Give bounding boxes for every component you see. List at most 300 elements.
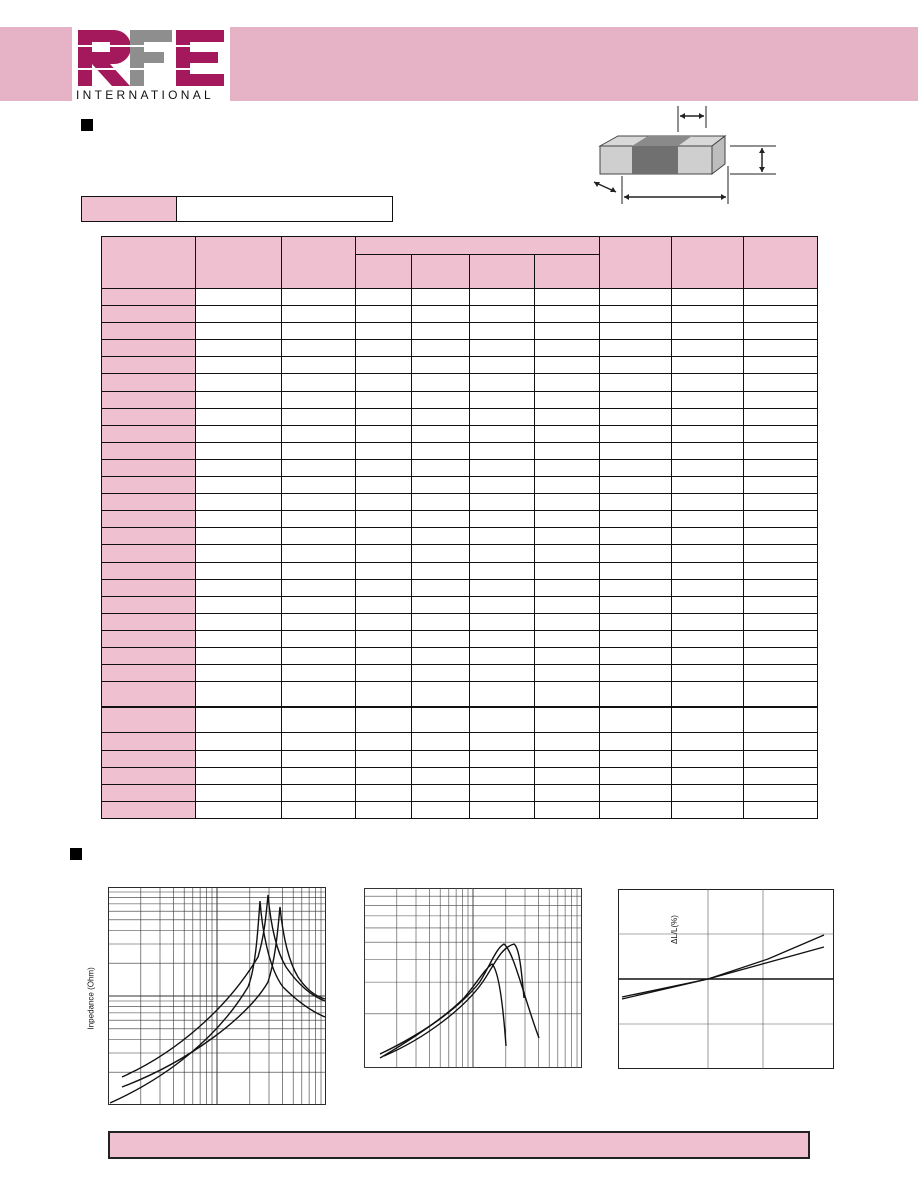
table-cell bbox=[470, 494, 535, 511]
table-cell bbox=[470, 665, 535, 682]
table-cell bbox=[196, 357, 282, 374]
header-dcr bbox=[672, 237, 744, 289]
table-cell bbox=[356, 289, 412, 306]
table-cell bbox=[672, 357, 744, 374]
table-cell bbox=[356, 545, 412, 562]
table-cell bbox=[412, 511, 470, 528]
table-cell bbox=[412, 374, 470, 391]
table-cell bbox=[282, 511, 356, 528]
table-row bbox=[102, 340, 818, 357]
table-cell bbox=[356, 459, 412, 476]
table-cell bbox=[470, 459, 535, 476]
table-cell bbox=[356, 682, 412, 708]
table-cell bbox=[535, 289, 600, 306]
table-cell bbox=[600, 707, 672, 733]
table-cell bbox=[535, 682, 600, 708]
table-cell bbox=[356, 442, 412, 459]
table-cell bbox=[672, 707, 744, 733]
part-number-cell bbox=[102, 528, 196, 545]
table-cell bbox=[535, 784, 600, 801]
table-cell bbox=[412, 477, 470, 494]
temperature-graph bbox=[618, 889, 834, 1069]
table-cell bbox=[470, 442, 535, 459]
table-cell bbox=[282, 340, 356, 357]
table-cell bbox=[600, 425, 672, 442]
table-cell bbox=[600, 665, 672, 682]
header-sub-1 bbox=[356, 255, 412, 289]
part-number-cell bbox=[102, 707, 196, 733]
part-number-cell bbox=[102, 494, 196, 511]
table-cell bbox=[470, 323, 535, 340]
part-number-cell bbox=[102, 562, 196, 579]
table-cell bbox=[282, 630, 356, 647]
table-cell bbox=[672, 545, 744, 562]
table-cell bbox=[412, 494, 470, 511]
table-cell bbox=[672, 442, 744, 459]
table-cell bbox=[412, 425, 470, 442]
table-row bbox=[102, 459, 818, 476]
table-cell bbox=[412, 579, 470, 596]
table-cell bbox=[282, 425, 356, 442]
table-cell bbox=[600, 391, 672, 408]
table-cell bbox=[535, 613, 600, 630]
footer-bar bbox=[108, 1131, 810, 1159]
table-cell bbox=[412, 528, 470, 545]
table-cell bbox=[356, 767, 412, 784]
table-cell bbox=[744, 511, 818, 528]
table-cell bbox=[196, 511, 282, 528]
table-cell bbox=[196, 707, 282, 733]
part-number-cell bbox=[102, 596, 196, 613]
table-cell bbox=[535, 425, 600, 442]
table-cell bbox=[600, 340, 672, 357]
table-row bbox=[102, 374, 818, 391]
table-cell bbox=[196, 425, 282, 442]
table-cell bbox=[196, 391, 282, 408]
table-cell bbox=[356, 340, 412, 357]
table-cell bbox=[412, 442, 470, 459]
table-cell bbox=[672, 511, 744, 528]
table-cell bbox=[470, 289, 535, 306]
part-number-cell bbox=[102, 374, 196, 391]
part-number-cell bbox=[102, 647, 196, 664]
table-cell bbox=[744, 801, 818, 818]
table-cell bbox=[600, 613, 672, 630]
table-cell bbox=[744, 767, 818, 784]
table-cell bbox=[600, 647, 672, 664]
table-cell bbox=[196, 750, 282, 767]
header-q-group bbox=[356, 237, 600, 255]
table-cell bbox=[282, 289, 356, 306]
table-cell bbox=[744, 340, 818, 357]
table-cell bbox=[672, 425, 744, 442]
table-cell bbox=[600, 579, 672, 596]
table-cell bbox=[535, 323, 600, 340]
table-cell bbox=[535, 374, 600, 391]
table-cell bbox=[744, 357, 818, 374]
table-cell bbox=[196, 459, 282, 476]
table-cell bbox=[744, 665, 818, 682]
table-cell bbox=[672, 596, 744, 613]
part-number-cell bbox=[102, 630, 196, 647]
header-sub-2 bbox=[412, 255, 470, 289]
table-cell bbox=[196, 682, 282, 708]
part-number-cell bbox=[102, 289, 196, 306]
table-cell bbox=[412, 682, 470, 708]
table-cell bbox=[356, 408, 412, 425]
part-number-cell bbox=[102, 391, 196, 408]
table-cell bbox=[470, 408, 535, 425]
table-row bbox=[102, 494, 818, 511]
part-number-cell bbox=[102, 801, 196, 818]
table-cell bbox=[412, 340, 470, 357]
table-cell bbox=[356, 323, 412, 340]
table-cell bbox=[672, 630, 744, 647]
table-cell bbox=[356, 391, 412, 408]
table-cell bbox=[356, 596, 412, 613]
table-cell bbox=[412, 306, 470, 323]
table-cell bbox=[672, 562, 744, 579]
table-cell bbox=[600, 477, 672, 494]
table-cell bbox=[672, 306, 744, 323]
table-cell bbox=[196, 665, 282, 682]
table-cell bbox=[282, 374, 356, 391]
table-row bbox=[102, 289, 818, 306]
table-cell bbox=[356, 357, 412, 374]
table-cell bbox=[535, 477, 600, 494]
logo-letters bbox=[76, 28, 228, 88]
table-cell bbox=[600, 459, 672, 476]
part-number-cell bbox=[102, 511, 196, 528]
part-number-cell bbox=[102, 408, 196, 425]
section-bullet bbox=[81, 119, 93, 131]
table-cell bbox=[470, 357, 535, 374]
table-cell bbox=[470, 801, 535, 818]
table-cell bbox=[196, 596, 282, 613]
table-cell bbox=[470, 528, 535, 545]
table-cell bbox=[470, 579, 535, 596]
table-row bbox=[102, 801, 818, 818]
table-cell bbox=[744, 630, 818, 647]
table-cell bbox=[535, 767, 600, 784]
table-cell bbox=[356, 511, 412, 528]
table-cell bbox=[412, 647, 470, 664]
table-cell bbox=[744, 528, 818, 545]
part-number-cell bbox=[102, 459, 196, 476]
table-cell bbox=[600, 562, 672, 579]
table-row bbox=[102, 357, 818, 374]
table-cell bbox=[600, 408, 672, 425]
table-cell bbox=[196, 374, 282, 391]
table-cell bbox=[356, 665, 412, 682]
table-cell bbox=[744, 545, 818, 562]
table-cell bbox=[282, 665, 356, 682]
table-cell bbox=[282, 306, 356, 323]
part-number-cell bbox=[102, 665, 196, 682]
table-cell bbox=[672, 682, 744, 708]
table-cell bbox=[356, 374, 412, 391]
table-cell bbox=[470, 784, 535, 801]
table-cell bbox=[744, 442, 818, 459]
part-number-cell bbox=[102, 613, 196, 630]
table-cell bbox=[412, 545, 470, 562]
table-cell bbox=[196, 733, 282, 750]
table-cell bbox=[672, 750, 744, 767]
table-cell bbox=[470, 733, 535, 750]
table-cell bbox=[412, 357, 470, 374]
table-cell bbox=[412, 707, 470, 733]
table-cell bbox=[535, 707, 600, 733]
part-number-cell bbox=[102, 340, 196, 357]
table-cell bbox=[672, 459, 744, 476]
header-tolerance bbox=[282, 237, 356, 289]
table-cell bbox=[600, 494, 672, 511]
table-row bbox=[102, 682, 818, 708]
header-srf bbox=[600, 237, 672, 289]
header-part-number bbox=[102, 237, 196, 289]
table-cell bbox=[412, 613, 470, 630]
table-cell bbox=[470, 545, 535, 562]
table-cell bbox=[600, 306, 672, 323]
table-cell bbox=[196, 408, 282, 425]
table-cell bbox=[744, 425, 818, 442]
table-cell bbox=[535, 357, 600, 374]
table-cell bbox=[196, 784, 282, 801]
table-cell bbox=[282, 391, 356, 408]
table-cell bbox=[600, 511, 672, 528]
table-cell bbox=[600, 750, 672, 767]
table-cell bbox=[744, 323, 818, 340]
part-number-cell bbox=[102, 306, 196, 323]
table-cell bbox=[282, 357, 356, 374]
q-factor-grid bbox=[364, 888, 582, 1068]
table-cell bbox=[196, 545, 282, 562]
table-cell bbox=[282, 707, 356, 733]
table-cell bbox=[672, 323, 744, 340]
table-cell bbox=[282, 494, 356, 511]
table-cell bbox=[356, 494, 412, 511]
table-cell bbox=[196, 613, 282, 630]
table-row bbox=[102, 511, 818, 528]
table-row bbox=[102, 425, 818, 442]
table-cell bbox=[672, 665, 744, 682]
table-cell bbox=[535, 562, 600, 579]
table-cell bbox=[672, 340, 744, 357]
part-number-cell bbox=[102, 682, 196, 708]
part-number-cell bbox=[102, 442, 196, 459]
table-row bbox=[102, 477, 818, 494]
table-cell bbox=[535, 528, 600, 545]
table-cell bbox=[535, 579, 600, 596]
table-cell bbox=[282, 442, 356, 459]
company-logo bbox=[72, 26, 230, 104]
table-cell bbox=[744, 391, 818, 408]
table-cell bbox=[535, 391, 600, 408]
table-cell bbox=[672, 289, 744, 306]
table-cell bbox=[470, 477, 535, 494]
table-cell bbox=[470, 391, 535, 408]
table-cell bbox=[744, 579, 818, 596]
table-cell bbox=[196, 306, 282, 323]
table-cell bbox=[672, 494, 744, 511]
table-cell bbox=[744, 374, 818, 391]
table-cell bbox=[744, 289, 818, 306]
table-cell bbox=[470, 707, 535, 733]
table-row bbox=[102, 562, 818, 579]
table-cell bbox=[282, 750, 356, 767]
table-cell bbox=[282, 408, 356, 425]
table-cell bbox=[282, 459, 356, 476]
table-cell bbox=[356, 733, 412, 750]
table-cell bbox=[196, 442, 282, 459]
table-row bbox=[102, 545, 818, 562]
table-cell bbox=[600, 596, 672, 613]
table-cell bbox=[412, 323, 470, 340]
model-label-cell bbox=[82, 197, 177, 221]
table-cell bbox=[356, 801, 412, 818]
table-cell bbox=[672, 647, 744, 664]
table-cell bbox=[600, 442, 672, 459]
table-cell bbox=[282, 562, 356, 579]
logo-subtitle: INTERNATIONAL bbox=[76, 88, 215, 102]
table-cell bbox=[470, 767, 535, 784]
table-cell bbox=[282, 613, 356, 630]
table-cell bbox=[356, 784, 412, 801]
table-cell bbox=[600, 784, 672, 801]
header-sub-3 bbox=[470, 255, 535, 289]
table-row bbox=[102, 767, 818, 784]
table-cell bbox=[470, 630, 535, 647]
table-cell bbox=[535, 801, 600, 818]
table-row bbox=[102, 630, 818, 647]
table-cell bbox=[600, 323, 672, 340]
table-row bbox=[102, 391, 818, 408]
table-cell bbox=[600, 374, 672, 391]
temperature-ylabel: ΔL/L(%) bbox=[669, 915, 679, 944]
table-cell bbox=[672, 801, 744, 818]
table-cell bbox=[672, 477, 744, 494]
table-row bbox=[102, 750, 818, 767]
table-cell bbox=[744, 562, 818, 579]
table-cell bbox=[600, 767, 672, 784]
table-cell bbox=[470, 750, 535, 767]
table-cell bbox=[744, 596, 818, 613]
table-cell bbox=[196, 801, 282, 818]
table-cell bbox=[282, 647, 356, 664]
table-cell bbox=[470, 306, 535, 323]
chip-dimension-drawing bbox=[590, 104, 780, 210]
table-row bbox=[102, 647, 818, 664]
table-cell bbox=[470, 374, 535, 391]
table-cell bbox=[282, 545, 356, 562]
table-cell bbox=[412, 408, 470, 425]
table-cell bbox=[196, 767, 282, 784]
table-row bbox=[102, 613, 818, 630]
table-cell bbox=[535, 306, 600, 323]
table-cell bbox=[412, 289, 470, 306]
table-cell bbox=[470, 682, 535, 708]
table-cell bbox=[196, 562, 282, 579]
table-cell bbox=[535, 665, 600, 682]
table-row bbox=[102, 707, 818, 733]
table-cell bbox=[282, 733, 356, 750]
spec-table-body bbox=[102, 289, 818, 819]
table-cell bbox=[196, 579, 282, 596]
part-number-cell bbox=[102, 733, 196, 750]
table-cell bbox=[535, 630, 600, 647]
table-cell bbox=[412, 562, 470, 579]
table-cell bbox=[356, 306, 412, 323]
table-cell bbox=[196, 494, 282, 511]
part-number-cell bbox=[102, 323, 196, 340]
header-inductance bbox=[196, 237, 282, 289]
table-cell bbox=[672, 528, 744, 545]
table-row bbox=[102, 733, 818, 750]
table-cell bbox=[196, 289, 282, 306]
table-cell bbox=[744, 459, 818, 476]
table-cell bbox=[282, 579, 356, 596]
q-factor-graph bbox=[364, 888, 582, 1068]
table-cell bbox=[282, 784, 356, 801]
table-cell bbox=[356, 707, 412, 733]
table-cell bbox=[412, 391, 470, 408]
table-cell bbox=[282, 323, 356, 340]
model-value-cell bbox=[177, 197, 392, 221]
table-cell bbox=[470, 511, 535, 528]
table-cell bbox=[535, 750, 600, 767]
table-cell bbox=[600, 630, 672, 647]
table-cell bbox=[282, 682, 356, 708]
table-cell bbox=[744, 477, 818, 494]
table-cell bbox=[744, 306, 818, 323]
part-number-cell bbox=[102, 750, 196, 767]
table-cell bbox=[535, 340, 600, 357]
table-cell bbox=[470, 647, 535, 664]
table-cell bbox=[356, 562, 412, 579]
table-cell bbox=[672, 733, 744, 750]
table-cell bbox=[356, 425, 412, 442]
table-cell bbox=[744, 647, 818, 664]
table-row bbox=[102, 784, 818, 801]
table-cell bbox=[470, 425, 535, 442]
table-cell bbox=[535, 494, 600, 511]
table-cell bbox=[672, 613, 744, 630]
table-row bbox=[102, 408, 818, 425]
table-cell bbox=[470, 562, 535, 579]
header-sub-4 bbox=[535, 255, 600, 289]
table-row bbox=[102, 323, 818, 340]
table-cell bbox=[672, 374, 744, 391]
table-cell bbox=[412, 750, 470, 767]
table-row bbox=[102, 528, 818, 545]
table-cell bbox=[744, 707, 818, 733]
table-cell bbox=[600, 289, 672, 306]
table-cell bbox=[412, 665, 470, 682]
table-cell bbox=[535, 545, 600, 562]
table-cell bbox=[535, 596, 600, 613]
table-row bbox=[102, 442, 818, 459]
table-row bbox=[102, 665, 818, 682]
table-cell bbox=[535, 442, 600, 459]
table-cell bbox=[282, 528, 356, 545]
table-cell bbox=[196, 323, 282, 340]
table-cell bbox=[672, 579, 744, 596]
table-cell bbox=[282, 801, 356, 818]
table-cell bbox=[282, 477, 356, 494]
table-cell bbox=[535, 511, 600, 528]
part-number-cell bbox=[102, 477, 196, 494]
table-cell bbox=[600, 528, 672, 545]
